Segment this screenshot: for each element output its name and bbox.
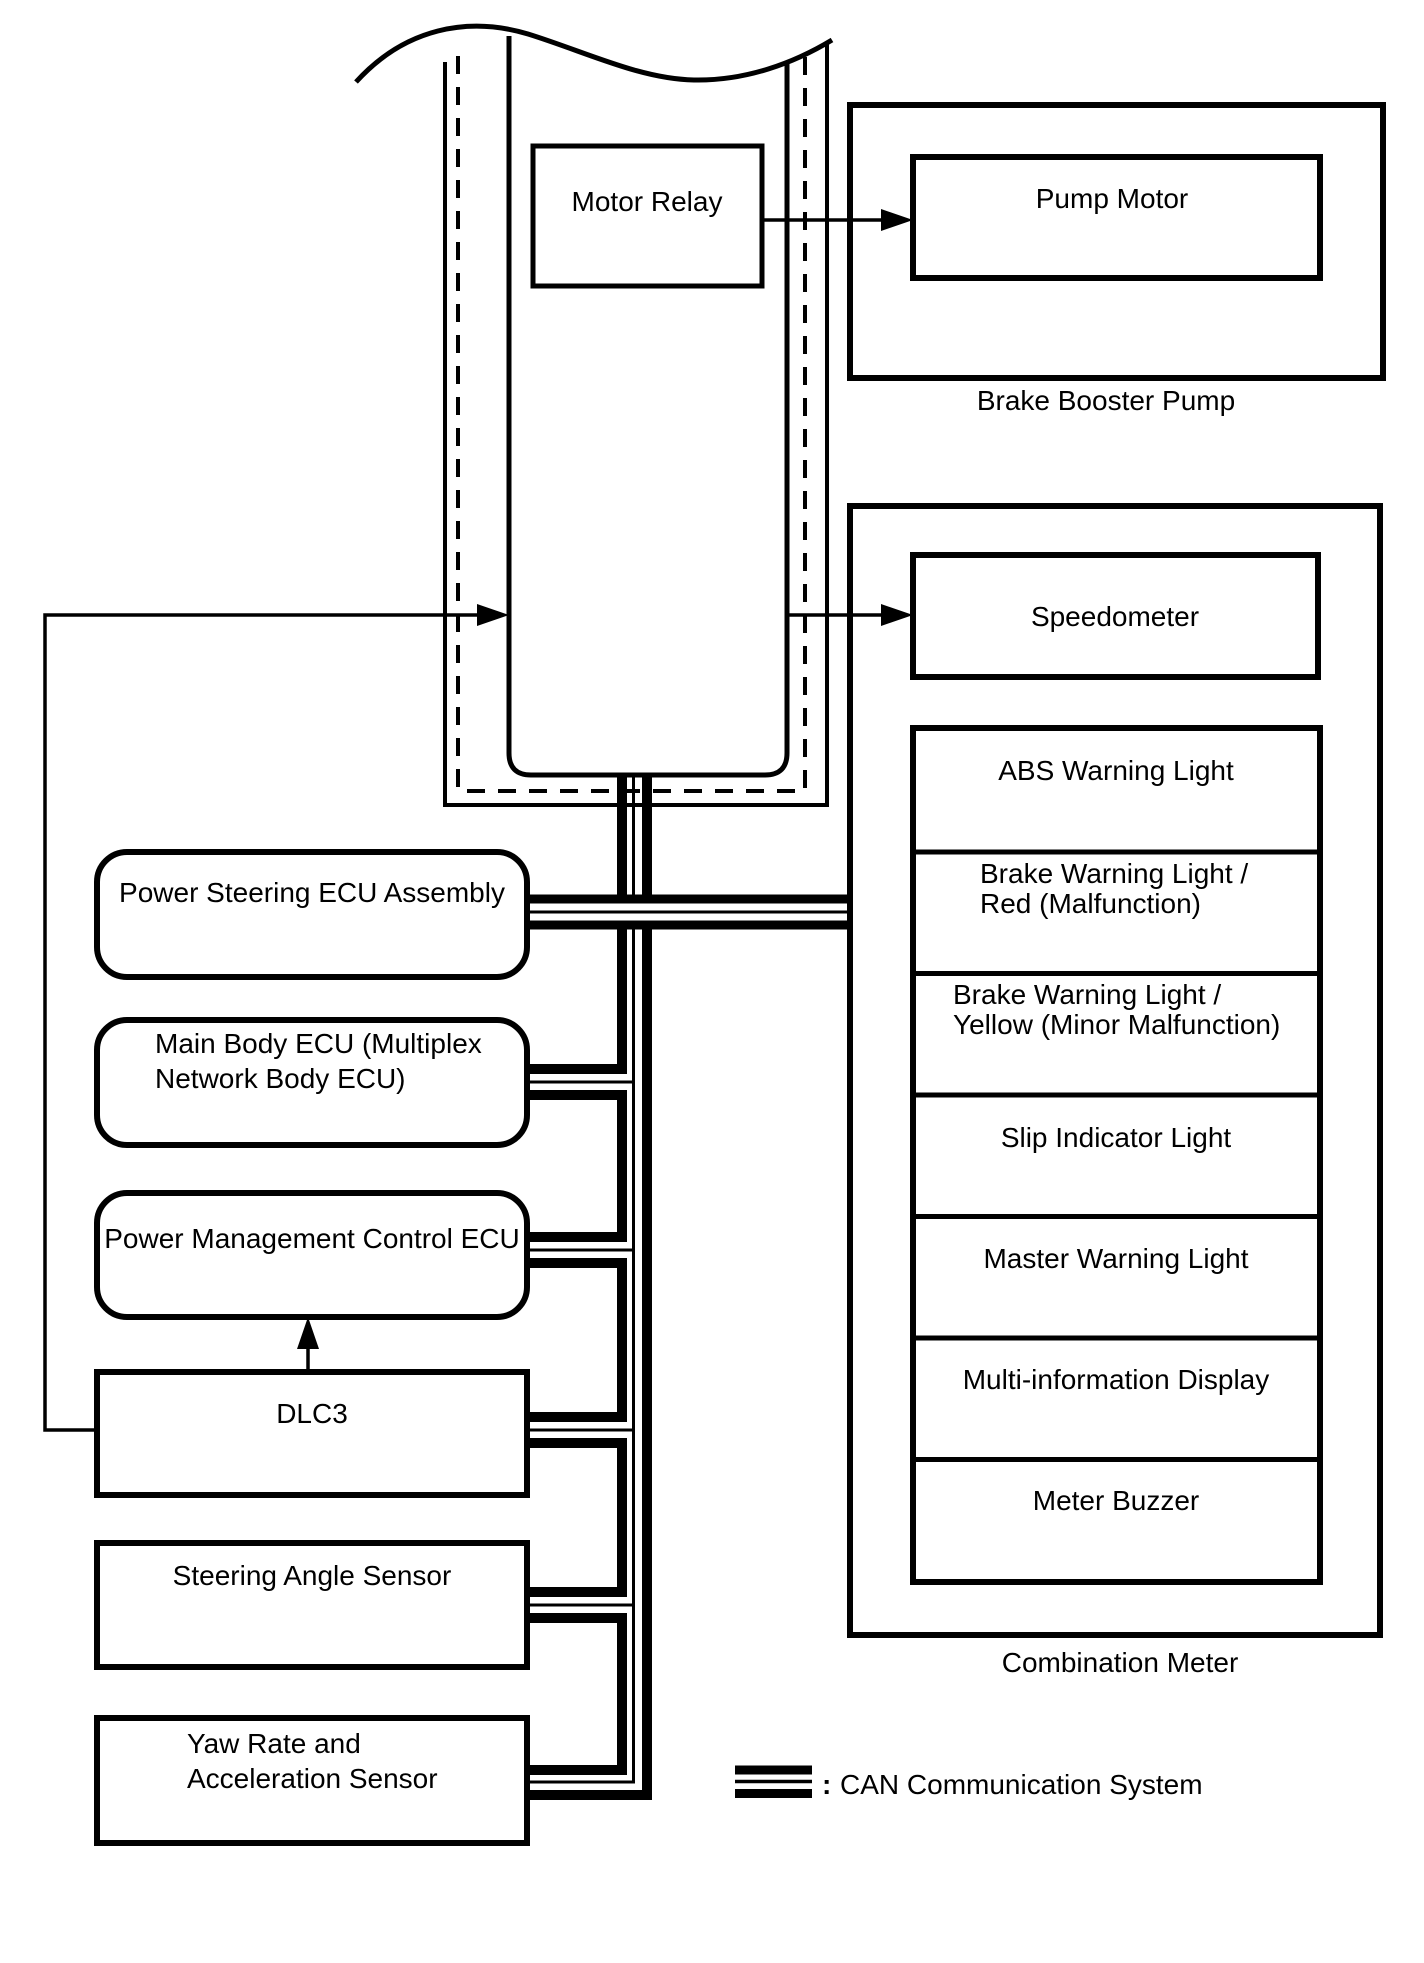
arrowhead-icon [881,209,913,231]
meter-item-abs-warning-light: ABS Warning Light [998,755,1234,786]
arrow-dlc3-to-power-management-ecu [297,1317,319,1372]
can-stub-power-steering [527,899,850,925]
meter-item-brake-warning-yellow-line1: Brake Warning Light / [953,979,1222,1010]
housing-outer-wall [445,44,827,805]
brake-booster-pump-caption: Brake Booster Pump [976,385,1236,416]
legend-separator: : [822,1769,832,1800]
can-stub-power-management-ecu [527,1237,635,1263]
steering-angle-sensor-label: Steering Angle Sensor [172,1560,452,1591]
arrowhead-icon [297,1317,319,1349]
speedometer-label: Speedometer [1030,601,1200,632]
arrowhead-icon [477,604,509,626]
main-body-ecu-label-line2: Network Body ECU) [155,1063,406,1094]
combination-meter-caption: Combination Meter [1001,1647,1239,1678]
meter-item-meter-buzzer: Meter Buzzer [1032,1485,1200,1516]
torn-edge-wave [356,26,832,82]
brake-booster-pump-box [850,105,1383,378]
power-steering-ecu-label: Power Steering ECU Assembly [119,877,505,908]
meter-item-brake-warning-yellow-line2: Yellow (Minor Malfunction) [953,1009,1281,1040]
yaw-rate-sensor-label-line2: Acceleration Sensor [187,1763,438,1794]
legend-label: CAN Communication System [840,1769,1203,1800]
meter-item-slip-indicator-light: Slip Indicator Light [1000,1122,1232,1153]
meter-stack-outline [913,728,1320,1582]
main-body-ecu-label-line1: Main Body ECU (Multiplex [155,1028,482,1059]
dlc3-label: DLC3 [276,1398,348,1429]
brake-ecu-housing [356,26,832,805]
can-bus-legend-icon [735,1770,812,1794]
can-stub-main-body-ecu [527,1069,635,1095]
power-management-ecu-label: Power Management Control ECU [104,1223,520,1254]
pump-motor-label: Pump Motor [1035,183,1189,214]
motor-relay-label: Motor Relay [571,186,723,217]
meter-item-multi-information-display: Multi-information Display [962,1364,1270,1395]
can-stub-steering-angle-sensor [527,1592,635,1618]
arrowhead-icon [881,604,913,626]
meter-item-brake-warning-red-line1: Brake Warning Light / [980,858,1249,889]
meter-item-stack [913,728,1320,1582]
power-steering-ecu-box [97,852,527,977]
yaw-rate-sensor-label-line1: Yaw Rate and [187,1728,361,1759]
pump-motor-box [913,157,1320,278]
meter-item-master-warning-light: Master Warning Light [983,1243,1249,1274]
can-stub-dlc3 [527,1417,635,1443]
power-management-ecu-box [97,1193,527,1317]
dlc3-box [97,1372,527,1495]
meter-item-brake-warning-red-line2: Red (Malfunction) [980,888,1201,919]
